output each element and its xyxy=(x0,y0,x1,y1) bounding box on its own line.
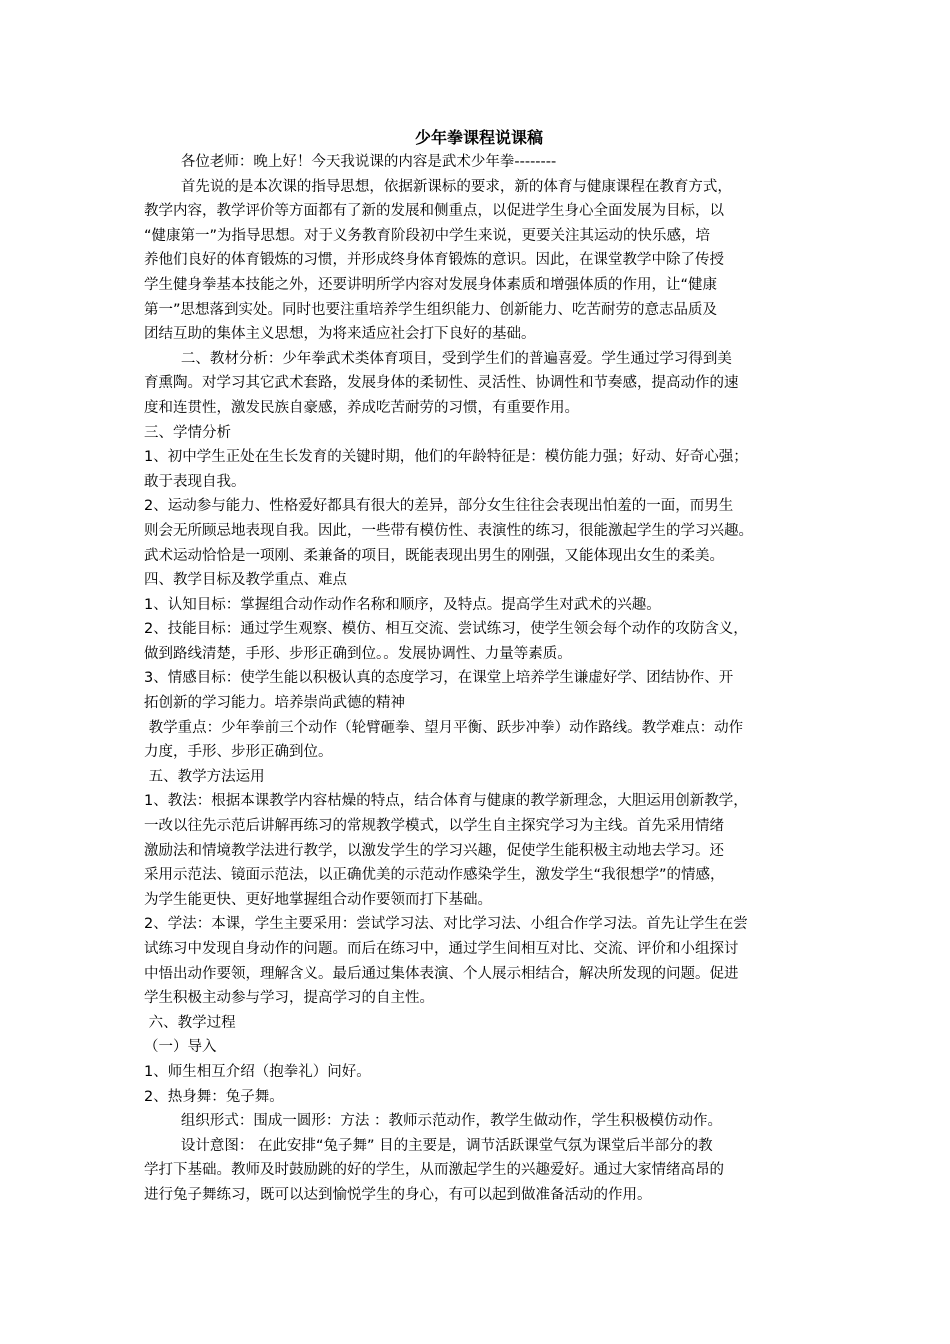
document-body xyxy=(144,126,814,1208)
text-line: 一改以往先示范后讲解再练习的常规教学模式，以学生自主探究学习为主线。首先采用情绪 xyxy=(144,818,724,835)
text-line: 力度，手形、步形正确到位。 xyxy=(144,744,333,761)
text-line: 做到路线清楚，手形、步形正确到位。。发展协调性、力量等素质。 xyxy=(144,645,572,662)
text-line: 2、运动参与能力、性格爱好都具有很大的差异，部分女生往往会表现出怕羞的一面，而男生 xyxy=(144,498,734,515)
text-line: 为学生能更快、更好地掌握组合动作要领而打下基础。 xyxy=(144,891,492,908)
text-line: 1、教法：根据本课教学内容枯燥的特点，结合体育与健康的教学新理念，大胆运用创新教学， xyxy=(144,793,748,810)
text-line: （一）导入 xyxy=(144,1039,217,1056)
text-line: 教学内容，教学评价等方面都有了新的发展和侧重点，以促进学生身心全面发展为目标，以 xyxy=(144,203,724,220)
text-line: 育熏陶。对学习其它武术套路，发展身体的柔韧性、灵活性、协调性和节奏感，提高动作的速 xyxy=(144,375,739,392)
text-line: 1、认知目标：掌握组合动作动作名称和顺序，及特点。提高学生对武术的兴趣。 xyxy=(144,596,661,613)
text-line: 设计意图： 在此安排“兔子舞” 目的主要是，调节活跃课堂气氛为课堂后半部分的教 xyxy=(144,1137,713,1154)
text-line: 三、学情分析 xyxy=(144,424,231,441)
text-line: 2、技能目标：通过学生观察、模仿、相互交流、尝试练习，使学生领会每个动作的攻防含义， xyxy=(144,621,748,638)
text-line: 中悟出动作要领，理解含义。最后通过集体表演、个人展示相结合，解决所发现的问题。促进 xyxy=(144,965,739,982)
text-line: 教学重点：少年拳前三个动作（轮臂砸拳、望月平衡、跃步冲拳）动作路线。教学难点：动作 xyxy=(144,719,744,736)
text-line: 试练习中发现自身动作的问题。而后在练习中，通过学生间相互对比、交流、评价和小组探讨 xyxy=(144,941,739,957)
text-line: 四、教学目标及教学重点、难点 xyxy=(144,572,347,589)
text-line: 第一”思想落到实处。同时也要注重培养学生组织能力、创新能力、吃苦耐劳的意志品质及 xyxy=(144,301,718,318)
text-line: 组织形式：围成一圆形：方法 ：教师示范动作，教学生做动作，学生积极模仿动作。 xyxy=(144,1113,722,1130)
document-title: 少年拳课程说课稿 xyxy=(414,128,543,147)
text-line: 团结互助的集体主义思想，为将来适应社会打下良好的基础。 xyxy=(144,326,536,343)
text-line: 度和连贯性，激发民族自豪感，养成吃苦耐劳的习惯，有重要作用。 xyxy=(144,399,579,416)
text-line: 学打下基础。教师及时鼓励跳的好的学生，从而激起学生的兴趣爱好。通过大家情绪高昂的 xyxy=(144,1162,724,1179)
text-line: 采用示范法、镜面示范法，以正确优美的示范动作感染学生，激发学生“我很想学”的情感， xyxy=(144,867,725,884)
text-line: 学生积极主动参与学习，提高学习的自主性。 xyxy=(144,990,434,1007)
document-text xyxy=(144,150,814,1208)
text-line: 1、师生相互介绍（抱拳礼）问好。 xyxy=(144,1063,371,1080)
text-line: 各位老师：晚上好！今天我说课的内容是武术少年拳-------- xyxy=(144,154,557,170)
text-line: 养他们良好的体育锻炼的习惯，并形成终身体育锻炼的意识。因此，在课堂教学中除了传授 xyxy=(144,252,724,269)
text-line: 首先说的是本次课的指导思想，依据新课标的要求，新的体育与健康课程在教育方式， xyxy=(144,178,732,195)
text-line: 敢于表现自我。 xyxy=(144,473,246,490)
text-line: 武术运动恰恰是一项刚、柔兼备的项目，既能表现出男生的刚强，又能体现出女生的柔美。 xyxy=(144,547,724,564)
text-line: 二、教材分析：少年拳武术类体育项目，受到学生们的普遍喜爱。学生通过学习得到美 xyxy=(144,350,732,367)
text-line: 学生健身拳基本技能之外，还要讲明所学内容对发展身体素质和增强体质的作用，让“健康 xyxy=(144,276,718,293)
text-line: 进行兔子舞练习，既可以达到愉悦学生的身心，有可以起到做准备活动的作用。 xyxy=(144,1186,652,1203)
text-line: 激励法和情境教学法进行教学，以激发学生的学习兴趣，促使学生能积极主动地去学习。还 xyxy=(144,842,724,859)
text-line: 2、学法：本课，学生主要采用：尝试学习法、对比学习法、小组合作学习法。首先让学生在尝 xyxy=(144,916,748,933)
text-line: 2、热身舞：兔子舞。 xyxy=(144,1088,284,1105)
text-line: 拓创新的学习能力。培养崇尚武德的精神 xyxy=(144,695,405,712)
text-line: 3、情感目标：使学生能以积极认真的态度学习，在课堂上培养学生谦虚好学、团结协作、开 xyxy=(144,670,734,687)
text-line: 六、教学过程 xyxy=(144,1014,236,1031)
text-line: 1、初中学生正处在生长发育的关键时期，他们的年龄特征是：模仿能力强；好动、好奇心强； xyxy=(144,449,748,466)
text-line: 五、教学方法运用 xyxy=(144,768,265,785)
text-line: 则会无所顾忌地表现自我。因此，一些带有模仿性、表演性的练习，很能激起学生的学习兴趣。 xyxy=(144,522,753,539)
text-line: “健康第一”为指导思想。对于义务教育阶段初中学生来说，更要关注其运动的快乐感，培 xyxy=(144,227,711,244)
